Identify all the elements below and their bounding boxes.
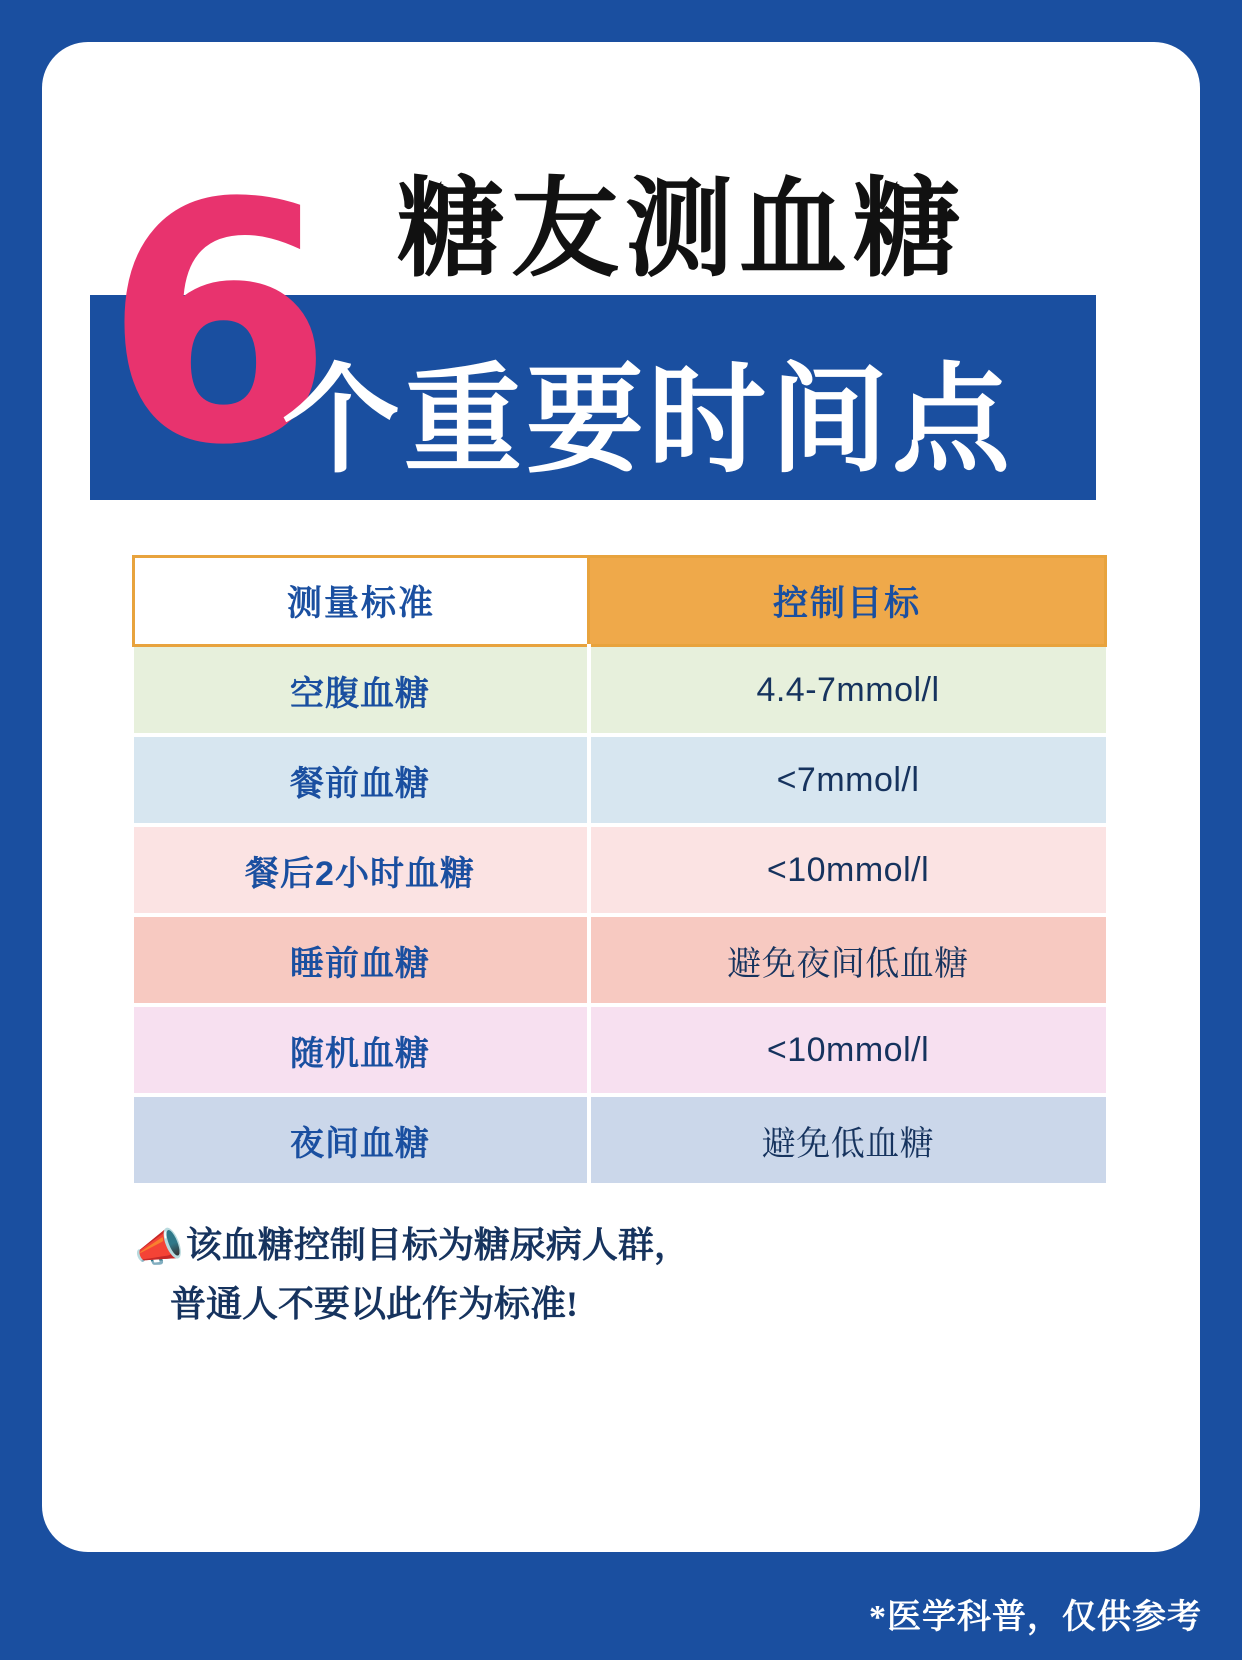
row-value: <10mmol/l <box>589 825 1106 915</box>
table-body <box>134 646 1106 1186</box>
table-row <box>134 915 1106 1005</box>
row-value: 4.4-7mmol/l <box>589 646 1106 736</box>
table-header-row <box>134 557 1106 646</box>
row-label: 随机血糖 <box>134 1005 589 1095</box>
row-value: <10mmol/l <box>589 1005 1106 1095</box>
table-row <box>134 1005 1106 1095</box>
footnote <box>134 1217 1114 1332</box>
table-row <box>134 735 1106 825</box>
row-label: 餐后2小时血糖 <box>134 825 589 915</box>
row-label: 睡前血糖 <box>134 915 589 1005</box>
table-header <box>134 557 1106 646</box>
table-row <box>134 1095 1106 1185</box>
headline-bottom: 个重要时间点 <box>282 355 1015 487</box>
poster-header <box>42 42 1200 517</box>
row-label: 夜间血糖 <box>134 1095 589 1185</box>
table-header-standard: 测量标准 <box>134 557 589 646</box>
footnote-line2: 普通人不要以此作为标准! <box>170 1284 578 1324</box>
table-header-target: 控制目标 <box>589 557 1106 646</box>
row-value: <7mmol/l <box>589 735 1106 825</box>
row-value: 避免夜间低血糖 <box>589 915 1106 1005</box>
disclaimer: *医学科普，仅供参考 <box>869 1599 1202 1636</box>
footnote-line1: 该血糖控制目标为糖尿病人群， <box>185 1225 690 1265</box>
row-label: 空腹血糖 <box>134 646 589 736</box>
row-value: 避免低血糖 <box>589 1095 1106 1185</box>
measurement-table <box>132 555 1104 1187</box>
table-row <box>134 646 1106 736</box>
table <box>132 555 1107 1187</box>
headline-number: 6 <box>104 133 326 517</box>
table-row <box>134 825 1106 915</box>
headline-top: 糖友测血糖 <box>397 168 968 289</box>
row-label: 餐前血糖 <box>134 735 589 825</box>
megaphone-icon: 📣 <box>134 1225 184 1270</box>
content-card <box>42 42 1200 1552</box>
